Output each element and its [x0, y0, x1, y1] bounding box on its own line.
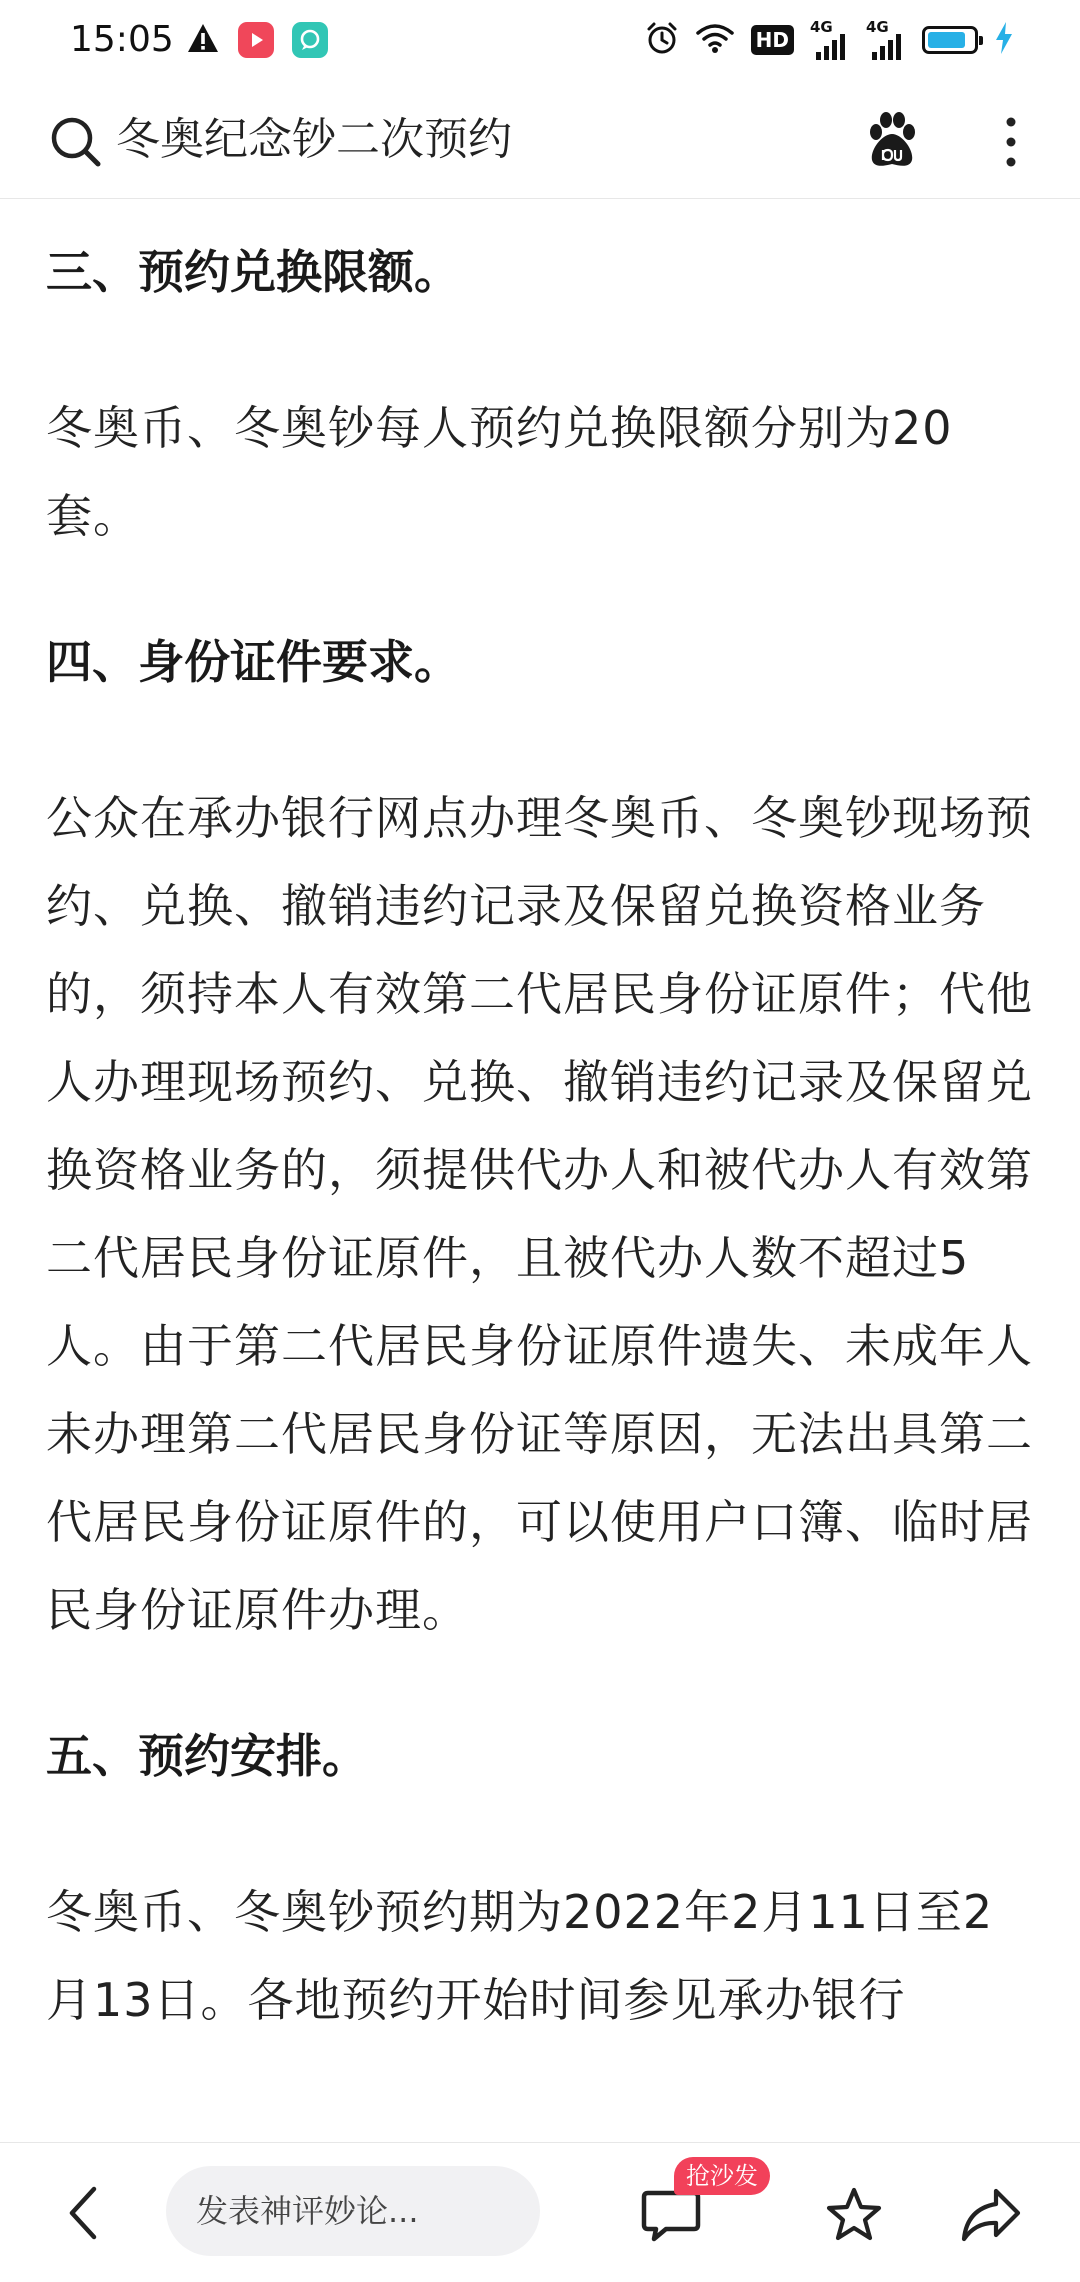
section-heading: 三、预约兑换限额。 — [46, 245, 460, 299]
battery-level-fill — [928, 32, 965, 48]
section-heading: 四、身份证件要求。 — [46, 635, 460, 689]
comment-input[interactable]: 发表神评妙论... — [166, 2166, 540, 2256]
paragraph: 公众在承办银行网点办理冬奥币、冬奥钞现场预约、兑换、撤销违约记录及保留兑换资格业务的，须持本人有效第二代居民身份证原件；代他人办理现场预约、兑换、撤销违约记录及保留兑换资格业务的，须提供代办人和被代办人有效第二代居民身份证原件，且被代办人数不超过5人。由于第二代居民身份证原件遗失、未成年人未办理第二代居民身份证等原因，无法出具第二代居民身份证原件的，可以使用户口簿、临时居民身份证原件办理。 — [46, 791, 1033, 1637]
search-icon[interactable] — [48, 114, 102, 168]
star-icon[interactable] — [824, 2185, 884, 2245]
bottom-action-bar — [0, 2142, 1080, 2282]
baidu-paw-icon[interactable] — [862, 110, 922, 170]
video-app-icon — [238, 22, 274, 58]
warning-icon — [186, 22, 220, 58]
section-heading: 五、预约安排。 — [46, 1729, 368, 1783]
more-vertical-icon[interactable] — [996, 112, 1026, 172]
paragraph: 冬奥币、冬奥钞预约期为2022年2月11日至2月13日。各地预约开始时间参见承办银行 — [46, 1885, 994, 2027]
signal-4g-icon — [810, 20, 850, 60]
alarm-icon — [645, 21, 679, 59]
comment-badge: 抢沙发 — [674, 2157, 770, 2195]
hd-voice-icon: HD — [751, 25, 794, 55]
search-query[interactable]: 冬奥纪念钞二次预约 — [116, 114, 512, 165]
signal-4g-icon-2 — [866, 20, 906, 60]
network-type-label: 4G — [810, 18, 833, 36]
search-header — [0, 82, 1080, 199]
paragraph: 冬奥币、冬奥钞每人预约兑换限额分别为20套。 — [46, 401, 953, 543]
share-icon[interactable] — [960, 2185, 1022, 2245]
battery-icon — [922, 26, 978, 54]
status-bar — [0, 0, 1080, 82]
notification-icons — [186, 20, 328, 60]
network-type-label-2: 4G — [866, 18, 889, 36]
back-icon[interactable] — [62, 2183, 106, 2243]
system-icons — [645, 18, 1014, 62]
charging-icon — [994, 21, 1014, 59]
status-time: 15:05 — [70, 19, 174, 60]
wifi-icon — [695, 22, 735, 58]
message-app-icon — [292, 22, 328, 58]
battery-cap — [979, 36, 983, 45]
article-content — [46, 198, 1036, 2142]
